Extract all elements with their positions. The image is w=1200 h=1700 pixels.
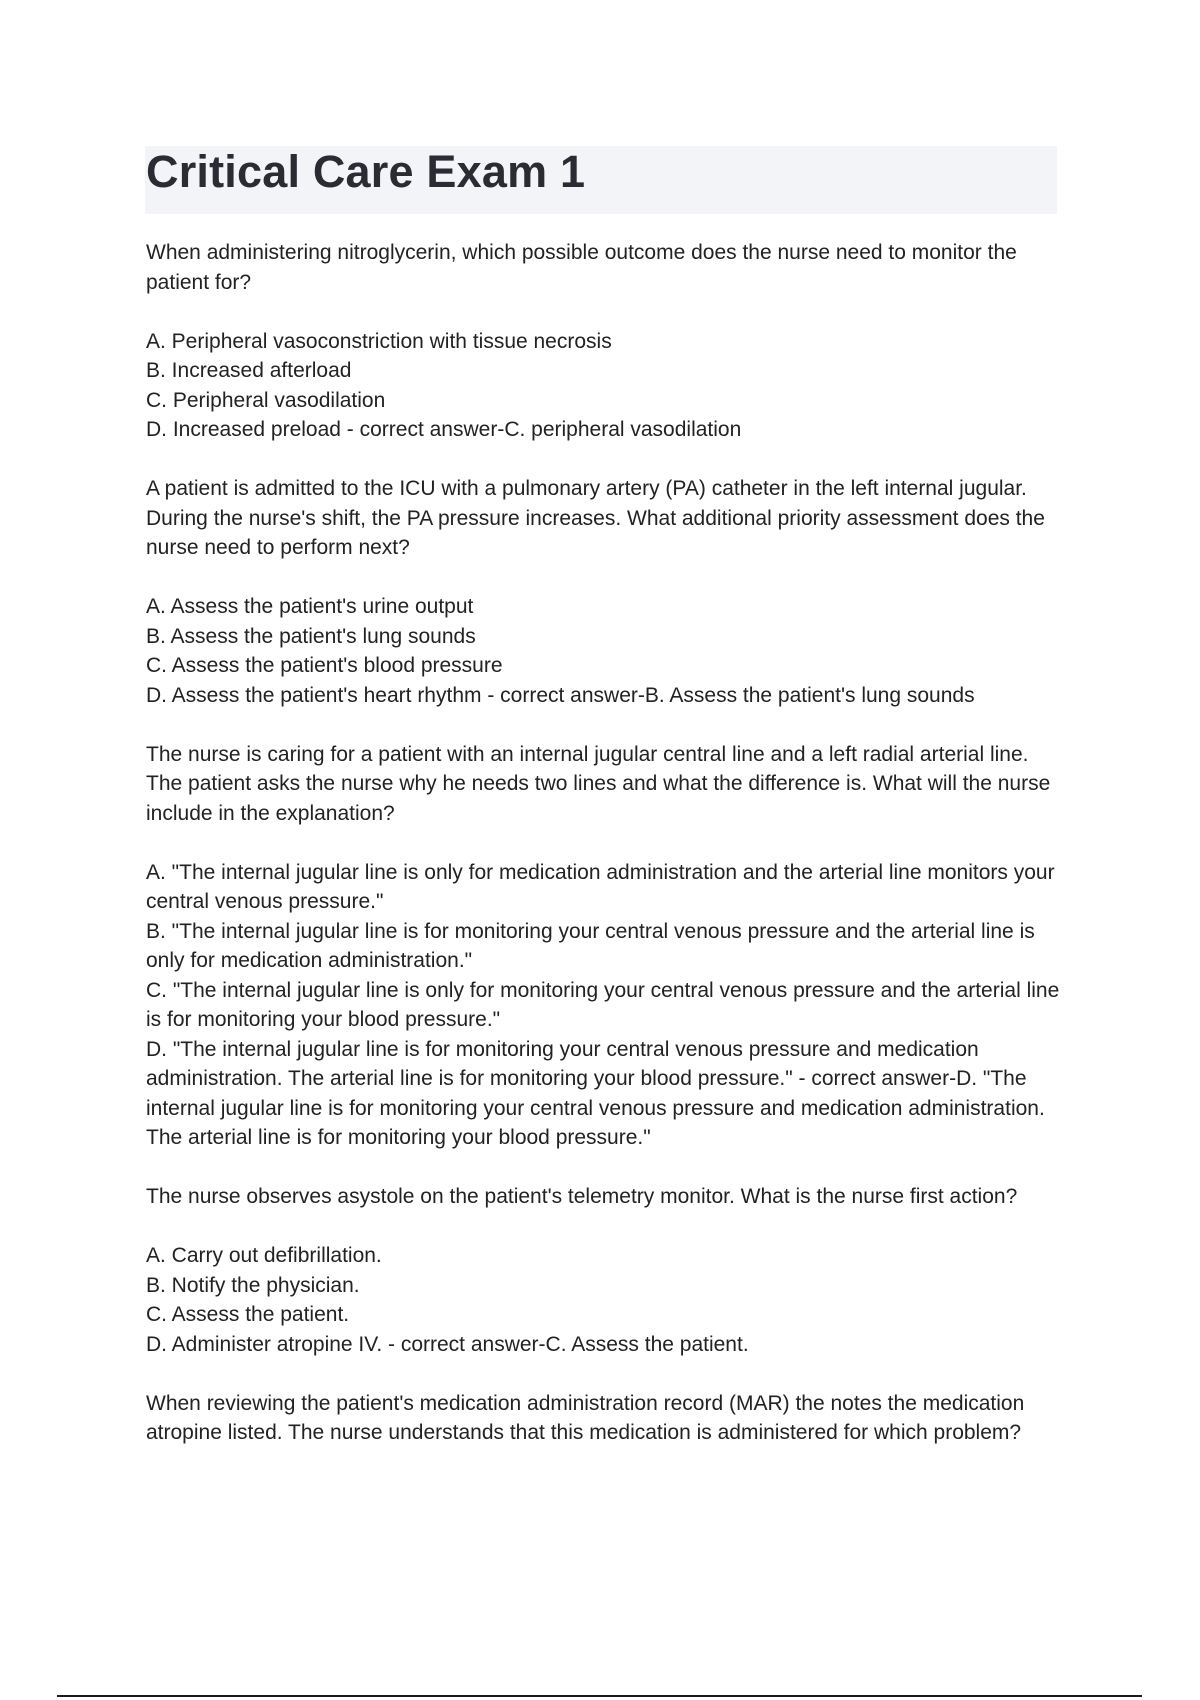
- question-prompt: A patient is admitted to the ICU with a pulmonary artery (PA) catheter in the left internal jugular. During the nurse's shift, the PA pressure increases. What additional priority assessment does the nurse need to perform next?: [146, 477, 1045, 559]
- answer-option: D. Assess the patient's heart rhythm - correct answer-B. Assess the patient's lung sounds: [146, 683, 975, 707]
- answer-option: C. Peripheral vasodilation: [146, 388, 386, 412]
- answer-option: D. Administer atropine IV. - correct answer-C. Assess the patient.: [146, 1332, 749, 1356]
- answer-options: [146, 592, 1066, 710]
- answer-option: A. Carry out defibrillation.: [146, 1244, 382, 1267]
- answer-option: D. "The internal jugular line is for monitoring your central venous pressure and medication administration. The arterial line is for monitoring your blood pressure." - correct answer-D. "The internal jugular line is for monitoring your central venous pressure and medication administration. The arterial line is for monitoring your blood pressure.": [146, 1037, 1045, 1149]
- question-prompt: When reviewing the patient's medication administration record (MAR) the notes the medication atropine listed. The nurse understands that this medication is administered for which problem?: [146, 1391, 1025, 1444]
- answer-options: [146, 327, 1066, 445]
- answer-option: B. Assess the patient's lung sounds: [146, 624, 476, 648]
- answer-option: B. Increased afterload: [146, 359, 352, 382]
- answer-option: C. Assess the patient's blood pressure: [146, 654, 503, 677]
- answer-options: [146, 858, 1066, 1153]
- page-title: Critical Care Exam 1: [146, 146, 586, 197]
- answer-options: [146, 1241, 1066, 1359]
- answer-option: A. Peripheral vasoconstriction with tissue necrosis: [146, 329, 612, 353]
- document-body: [146, 238, 1066, 1477]
- question-prompt: The nurse observes asystole on the patient's telemetry monitor. What is the nurse first action?: [146, 1185, 1018, 1208]
- question-4: [146, 1182, 1066, 1359]
- question-5: [146, 1389, 1066, 1448]
- answer-option: B. "The internal jugular line is for monitoring your central venous pressure and the arterial line is only for medication administration.": [146, 919, 1035, 972]
- answer-option: C. Assess the patient.: [146, 1303, 350, 1326]
- question-3: [146, 740, 1066, 1153]
- answer-option: B. Notify the physician.: [146, 1273, 360, 1297]
- question-prompt: The nurse is caring for a patient with an internal jugular central line and a left radial arterial line. The patient asks the nurse why he needs two lines and what the difference is. What will the nurse include in the explanation?: [146, 742, 1051, 825]
- answer-option: D. Increased preload - correct answer-C. peripheral vasodilation: [146, 418, 742, 441]
- answer-option: C. "The internal jugular line is only for monitoring your central venous pressure and the arterial line is for monitoring your blood pressure.": [146, 978, 1060, 1031]
- answer-option: A. "The internal jugular line is only for medication administration and the arterial line monitors your central venous pressure.": [146, 860, 1055, 913]
- question-prompt: When administering nitroglycerin, which possible outcome does the nurse need to monitor the patient for?: [146, 241, 1017, 294]
- page-bottom-divider: [57, 1695, 1142, 1697]
- question-1: [146, 238, 1066, 445]
- answer-option: A. Assess the patient's urine output: [146, 595, 474, 618]
- question-2: [146, 474, 1066, 710]
